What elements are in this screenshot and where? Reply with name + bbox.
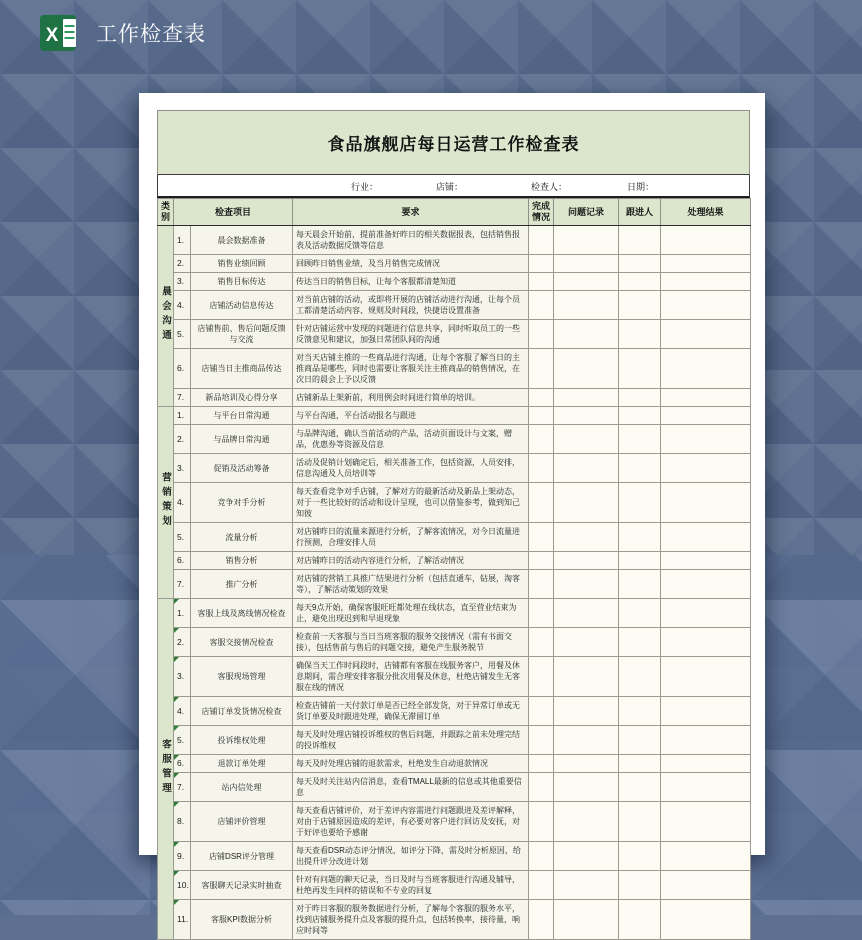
- page-title: 工作检查表: [96, 23, 206, 46]
- problem-record-cell: [554, 349, 619, 389]
- follow-up-person-cell: [619, 407, 661, 425]
- follow-up-person-cell: [619, 291, 661, 320]
- status-cell: [529, 773, 554, 802]
- requirement-cell: 每天及时处理店铺的退款需求，杜绝发生自动退款情况: [293, 755, 529, 773]
- table-row: [158, 425, 751, 454]
- check-item-cell: 销售目标传达: [191, 273, 293, 291]
- checklist-table: [157, 198, 751, 940]
- result-cell: [661, 320, 751, 349]
- status-cell: [529, 755, 554, 773]
- status-cell: [529, 628, 554, 657]
- comment-marker-icon: [174, 628, 179, 633]
- check-item-cell: 客服上线及离线情况检查: [191, 599, 293, 628]
- check-item-cell: 晨会数据准备: [191, 226, 293, 255]
- problem-record-cell: [554, 389, 619, 407]
- requirement-cell: 针对店铺运营中发现的问题进行信息共享，同时听取员工的一些反馈意见和建议，加强日常团队间的沟通: [293, 320, 529, 349]
- follow-up-person-cell: [619, 726, 661, 755]
- row-number: 1.: [174, 407, 191, 425]
- row-number: 6.: [174, 349, 191, 389]
- result-cell: [661, 454, 751, 483]
- status-cell: [529, 570, 554, 599]
- result-cell: [661, 389, 751, 407]
- result-cell: [661, 755, 751, 773]
- problem-record-cell: [554, 454, 619, 483]
- row-number: 10.: [174, 871, 191, 900]
- problem-record-cell: [554, 773, 619, 802]
- follow-up-person-cell: [619, 599, 661, 628]
- col-header-problem-record: 问题记录: [554, 199, 619, 226]
- table-row: [158, 773, 751, 802]
- info-row: [157, 175, 750, 198]
- table-row: [158, 407, 751, 425]
- check-item-cell: 客服现场管理: [191, 657, 293, 697]
- table-row: [158, 454, 751, 483]
- problem-record-cell: [554, 900, 619, 940]
- status-cell: [529, 425, 554, 454]
- problem-record-cell: [554, 755, 619, 773]
- check-item-cell: 客服聊天记录实时抽查: [191, 871, 293, 900]
- problem-record-cell: [554, 226, 619, 255]
- check-item-cell: 站内信处理: [191, 773, 293, 802]
- status-cell: [529, 726, 554, 755]
- follow-up-person-cell: [619, 483, 661, 523]
- row-number: 1.: [174, 226, 191, 255]
- row-number: 2.: [174, 425, 191, 454]
- follow-up-person-cell: [619, 900, 661, 940]
- row-number: 7.: [174, 570, 191, 599]
- status-cell: [529, 407, 554, 425]
- table-row: [158, 842, 751, 871]
- requirement-cell: 每天晨会开始前，提前准备好昨日的相关数据报表，包括销售报表及活动数据反馈等信息: [293, 226, 529, 255]
- problem-record-cell: [554, 320, 619, 349]
- status-cell: [529, 483, 554, 523]
- check-item-cell: 店铺活动信息传达: [191, 291, 293, 320]
- requirement-cell: 针对有问题的聊天记录，当日及时与当班客服进行沟通及辅导，杜绝再发生同样的错误和不专业的回复: [293, 871, 529, 900]
- status-cell: [529, 900, 554, 940]
- result-cell: [661, 425, 751, 454]
- requirement-cell: 活动及促销计划确定后，相关准备工作，包括资源，人员安排，信息沟通及人员培训等: [293, 454, 529, 483]
- problem-record-cell: [554, 425, 619, 454]
- topbar: [40, 13, 206, 53]
- requirement-cell: 每天9点开始，确保客服旺旺都处理在线状态，直至营业结束为止，避免出现迟到和早退现象: [293, 599, 529, 628]
- comment-marker-icon: [174, 755, 179, 760]
- requirement-cell: 对店铺昨日的流量来源进行分析，了解客流情况，对今日流量进行预测，合理安排人员: [293, 523, 529, 552]
- problem-record-cell: [554, 802, 619, 842]
- result-cell: [661, 523, 751, 552]
- row-number: 5.: [174, 320, 191, 349]
- comment-marker-icon: [174, 599, 179, 604]
- follow-up-person-cell: [619, 871, 661, 900]
- category-cell: [158, 599, 174, 940]
- table-row: [158, 599, 751, 628]
- follow-up-person-cell: [619, 773, 661, 802]
- follow-up-person-cell: [619, 628, 661, 657]
- follow-up-person-cell: [619, 552, 661, 570]
- table-row: [158, 273, 751, 291]
- result-cell: [661, 726, 751, 755]
- row-number: 9.: [174, 842, 191, 871]
- problem-record-cell: [554, 273, 619, 291]
- info-field-industry: 行业：: [351, 182, 379, 192]
- row-number: 7.: [174, 773, 191, 802]
- row-number: 2.: [174, 255, 191, 273]
- row-number: 11.: [174, 900, 191, 940]
- comment-marker-icon: [174, 726, 179, 731]
- result-cell: [661, 291, 751, 320]
- status-cell: [529, 349, 554, 389]
- requirement-cell: 店铺新品上架新前，利用例会时间进行简单的培训。: [293, 389, 529, 407]
- problem-record-cell: [554, 599, 619, 628]
- status-cell: [529, 226, 554, 255]
- check-item-cell: 店铺订单发货情况检查: [191, 697, 293, 726]
- category-label: 客服管理: [160, 738, 171, 797]
- check-item-cell: 新品培训及心得分享: [191, 389, 293, 407]
- requirement-cell: 检查店铺前一天付款订单是否已经全部发货，对于异常订单或无货订单要及时跟进处理，确保无滞留订单: [293, 697, 529, 726]
- result-cell: [661, 552, 751, 570]
- info-field-shop: 店铺：: [436, 182, 464, 192]
- category-cell: [158, 407, 174, 599]
- info-field-inspector: 检查人：: [531, 182, 568, 192]
- comment-marker-icon: [174, 900, 179, 905]
- result-cell: [661, 226, 751, 255]
- table-row: [158, 320, 751, 349]
- result-cell: [661, 628, 751, 657]
- col-header-requirement: 要求: [293, 199, 529, 226]
- follow-up-person-cell: [619, 425, 661, 454]
- problem-record-cell: [554, 570, 619, 599]
- follow-up-person-cell: [619, 842, 661, 871]
- status-cell: [529, 599, 554, 628]
- spreadsheet: [157, 110, 750, 940]
- result-cell: [661, 871, 751, 900]
- table-row: [158, 389, 751, 407]
- row-number: 7.: [174, 389, 191, 407]
- table-row: [158, 628, 751, 657]
- problem-record-cell: [554, 628, 619, 657]
- col-header-follow-up: 跟进人: [619, 199, 661, 226]
- comment-marker-icon: [174, 697, 179, 702]
- requirement-cell: 对店铺昨日的活动内容进行分析，了解活动情况: [293, 552, 529, 570]
- result-cell: [661, 697, 751, 726]
- result-cell: [661, 773, 751, 802]
- status-cell: [529, 842, 554, 871]
- problem-record-cell: [554, 407, 619, 425]
- requirement-cell: 与平台沟通，平台活动报名与跟进: [293, 407, 529, 425]
- requirement-cell: 与品牌沟通，确认当前活动的产品，活动页面设计与文案，赠品，优惠券等资源及信息: [293, 425, 529, 454]
- status-cell: [529, 454, 554, 483]
- status-cell: [529, 255, 554, 273]
- table-header-row: [158, 199, 751, 226]
- row-number: 5.: [174, 726, 191, 755]
- requirement-cell: 对于昨日客服的服务数据进行分析，了解每个客服的服务水平，找到店铺服务提升点及客服的提升点，包括转换率，接待量，响应时间等: [293, 900, 529, 940]
- comment-marker-icon: [174, 871, 179, 876]
- result-cell: [661, 570, 751, 599]
- status-cell: [529, 389, 554, 407]
- result-cell: [661, 349, 751, 389]
- row-number: 2.: [174, 628, 191, 657]
- col-header-category: 类别: [158, 199, 174, 226]
- check-item-cell: 投诉维权处理: [191, 726, 293, 755]
- svg-text:X: X: [45, 25, 59, 46]
- check-item-cell: 销售业绩回顾: [191, 255, 293, 273]
- problem-record-cell: [554, 291, 619, 320]
- table-row: [158, 349, 751, 389]
- col-header-status: 完成情况: [529, 199, 554, 226]
- status-cell: [529, 291, 554, 320]
- excel-icon: [40, 13, 80, 53]
- table-row: [158, 900, 751, 940]
- follow-up-person-cell: [619, 570, 661, 599]
- category-label: 营销策划: [160, 472, 171, 530]
- requirement-cell: 每天查看竞争对手店铺，了解对方的最新活动及新品上架动态，对于一些比较好的活动和设计呈现，也可以借鉴参考，做到知己知彼: [293, 483, 529, 523]
- table-row: [158, 523, 751, 552]
- check-item-cell: 与品牌日常沟通: [191, 425, 293, 454]
- requirement-cell: 对当天店铺主推的一些商品进行沟通，让每个客服了解当日的主推商品是哪些，同时也需要让客服关注主推商品的销售情况，在次日的晨会上予以反馈: [293, 349, 529, 389]
- status-cell: [529, 657, 554, 697]
- problem-record-cell: [554, 697, 619, 726]
- col-header-result: 处理结果: [661, 199, 751, 226]
- check-item-cell: 店铺当日主推商品传达: [191, 349, 293, 389]
- table-row: [158, 226, 751, 255]
- problem-record-cell: [554, 255, 619, 273]
- table-row: [158, 871, 751, 900]
- problem-record-cell: [554, 871, 619, 900]
- follow-up-person-cell: [619, 454, 661, 483]
- table-row: [158, 726, 751, 755]
- check-item-cell: 与平台日常沟通: [191, 407, 293, 425]
- problem-record-cell: [554, 552, 619, 570]
- row-number: 3.: [174, 657, 191, 697]
- status-cell: [529, 871, 554, 900]
- row-number: 4.: [174, 697, 191, 726]
- follow-up-person-cell: [619, 320, 661, 349]
- row-number: 5.: [174, 523, 191, 552]
- result-cell: [661, 407, 751, 425]
- follow-up-person-cell: [619, 802, 661, 842]
- requirement-cell: 检查前一天客服与当日当班客服的服务交接情况（需有书面交接），包括售前与售后的问题交接，避免产生服务脱节: [293, 628, 529, 657]
- follow-up-person-cell: [619, 657, 661, 697]
- requirement-cell: 每天及时处理店铺投诉维权的售后问题，并跟踪之前未处理完结的投诉维权: [293, 726, 529, 755]
- row-number: 6.: [174, 552, 191, 570]
- follow-up-person-cell: [619, 697, 661, 726]
- problem-record-cell: [554, 657, 619, 697]
- table-row: [158, 657, 751, 697]
- row-number: 4.: [174, 291, 191, 320]
- table-row: [158, 755, 751, 773]
- follow-up-person-cell: [619, 523, 661, 552]
- info-field-date: 日期：: [627, 182, 655, 192]
- problem-record-cell: [554, 523, 619, 552]
- problem-record-cell: [554, 483, 619, 523]
- table-row: [158, 802, 751, 842]
- comment-marker-icon: [174, 773, 179, 778]
- row-number: 1.: [174, 599, 191, 628]
- table-row: [158, 483, 751, 523]
- result-cell: [661, 255, 751, 273]
- status-cell: [529, 552, 554, 570]
- requirement-cell: 确保当天工作时间段时，店铺都有客服在线服务客户，用餐及休息期间，需合理安排客服分批次用餐及休息，杜绝店铺发生无客服在线的情况: [293, 657, 529, 697]
- status-cell: [529, 802, 554, 842]
- comment-marker-icon: [174, 842, 179, 847]
- problem-record-cell: [554, 726, 619, 755]
- requirement-cell: 回顾昨日销售业绩，及当月销售完成情况: [293, 255, 529, 273]
- result-cell: [661, 900, 751, 940]
- requirement-cell: 每天及时关注站内信消息，查看TMALL最新的信息或其他重要信息: [293, 773, 529, 802]
- status-cell: [529, 320, 554, 349]
- follow-up-person-cell: [619, 255, 661, 273]
- result-cell: [661, 802, 751, 842]
- category-label: 晨会沟通: [160, 285, 171, 344]
- status-cell: [529, 523, 554, 552]
- check-item-cell: 客服KPI数据分析: [191, 900, 293, 940]
- row-number: 8.: [174, 802, 191, 842]
- col-header-check-item: 检查项目: [174, 199, 293, 226]
- result-cell: [661, 273, 751, 291]
- follow-up-person-cell: [619, 349, 661, 389]
- status-cell: [529, 273, 554, 291]
- requirement-cell: 对店铺的营销工具推广结果进行分析（包括直通车，钻展，淘客等），了解活动策划的效果: [293, 570, 529, 599]
- document-title: 食品旗舰店每日运营工作检查表: [157, 110, 750, 175]
- comment-marker-icon: [174, 802, 179, 807]
- result-cell: [661, 842, 751, 871]
- check-item-cell: 流量分析: [191, 523, 293, 552]
- follow-up-person-cell: [619, 755, 661, 773]
- follow-up-person-cell: [619, 389, 661, 407]
- check-item-cell: 推广分析: [191, 570, 293, 599]
- comment-marker-icon: [174, 657, 179, 662]
- check-item-cell: 促销及活动筹备: [191, 454, 293, 483]
- check-item-cell: 退款订单处理: [191, 755, 293, 773]
- check-item-cell: 销售分析: [191, 552, 293, 570]
- follow-up-person-cell: [619, 273, 661, 291]
- document-page: [139, 93, 765, 935]
- requirement-cell: 传达当日的销售目标，让每个客服都清楚知道: [293, 273, 529, 291]
- requirement-cell: 每天查看DSR动态评分情况，如评分下降，需及时分析原因，给出提升评分改进计划: [293, 842, 529, 871]
- requirement-cell: 每天查看店铺评价，对于差评内容需进行问题跟进及差评解释，对由于店铺原因造成的差评，有必要对客户进行回访及安抚，对于好评也要给予感谢: [293, 802, 529, 842]
- status-cell: [529, 697, 554, 726]
- result-cell: [661, 657, 751, 697]
- row-number: 6.: [174, 755, 191, 773]
- requirement-cell: 对当前店铺的活动，或即将开展的店铺活动进行沟通，让每个员工都清楚活动内容、规则及时间段，快捷语设置准备: [293, 291, 529, 320]
- row-number: 3.: [174, 454, 191, 483]
- result-cell: [661, 599, 751, 628]
- problem-record-cell: [554, 842, 619, 871]
- result-cell: [661, 483, 751, 523]
- table-row: [158, 291, 751, 320]
- check-item-cell: 竞争对手分析: [191, 483, 293, 523]
- row-number: 4.: [174, 483, 191, 523]
- check-item-cell: 客服交接情况检查: [191, 628, 293, 657]
- table-row: [158, 552, 751, 570]
- category-cell: [158, 226, 174, 407]
- table-row: [158, 697, 751, 726]
- row-number: 3.: [174, 273, 191, 291]
- check-item-cell: 店铺评价管理: [191, 802, 293, 842]
- follow-up-person-cell: [619, 226, 661, 255]
- table-row: [158, 570, 751, 599]
- check-item-cell: 店铺DSR评分管理: [191, 842, 293, 871]
- table-row: [158, 255, 751, 273]
- check-item-cell: 店铺售前、售后问题反馈与交流: [191, 320, 293, 349]
